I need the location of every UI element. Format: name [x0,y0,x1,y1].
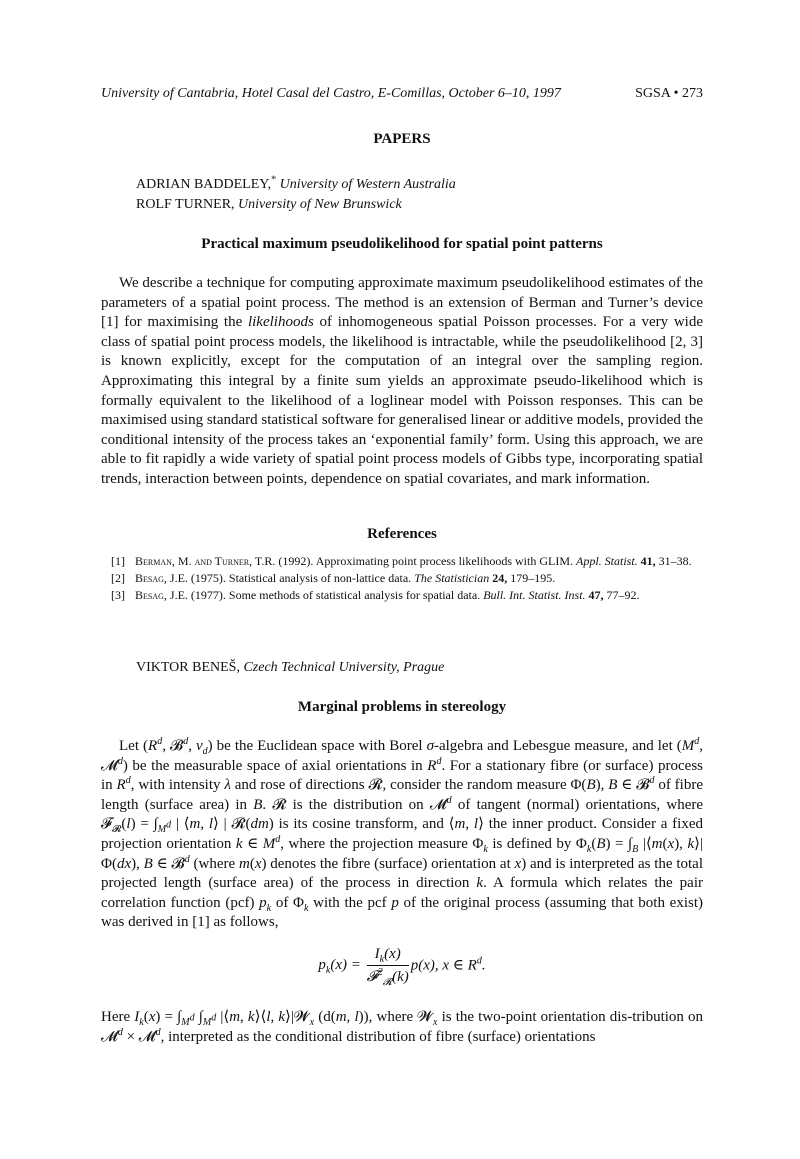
paper1-abstract [101,274,703,490]
author-name: VIKTOR BENEŠ, [136,660,240,675]
abstract-text: of inhomogeneous spatial Poisson processes. For a very wide class of spatial point process models, the likelihood is intractable, while the pseudolikelihood [2, 3] is known explicitly, except for the computation of an integral over the sampling region. Approximating this integral by a finite sum yields an approximate pseudo-likelihood which is formally equivalent to the likelihood of a loglinear model with Poisson responses. This can be maximised using standard statistical software for generalised linear or additive models, provided the conditional intensity of the process takes an ‘exponential family’ form. Using this approach, we are able to fit rapidly a wide variety of spatial point process models of Gibbs type, incorporating spatial trends, interaction between points, dependence on spatial covariates, and mark information. [101,314,704,487]
conference-info: University of Cantabria, Hotel Casal del Castro, E-Comillas, October 6–10, 1997 [101,86,561,101]
paper2-title: Marginal problems in stereology [297,699,507,715]
abstract-emphasis: likelihoods [247,314,314,331]
author-name: ADRIAN BADDELEY, [136,177,272,192]
continuation-text: tribution on [632,1009,704,1025]
reference-volume: 24, [492,571,508,585]
reference-authors: Berman, M. and Turner, T.R. [135,554,276,568]
reference-journal: Appl. Statist. [576,554,638,568]
paper2-authors [136,658,444,678]
author-line [136,658,444,678]
paper2-continuation: Here $I_k(x) = \int_{M^d}$ $\int_{M^d}$ |⟨m, k⟩⟨l, k⟩|𝓦$_x$ (d(m, l)), where 𝓦$_x$ is the two-point orientation dis-tribution on 𝓜$^d$ × 𝓜$^d$, interpreted as the conditional distribution of fibre (surface) orientations [101,1009,704,1045]
author-line [136,195,456,215]
reference-item [101,570,703,586]
reference-volume: 47, [588,588,604,602]
running-header [101,86,703,102]
reference-number: [2] [111,571,125,585]
reference-journal: Bull. Int. Statist. Inst. [483,588,586,602]
reference-list [101,553,703,604]
paper2-body: Let ($R^d$, 𝓑$^d$, $\nu_d$) be the Euclidean space with Borel σ-algebra and Lebesgue measure, and let ($M^d$, 𝓜$^d$) be the measurable space of axial orientations in $R^d$. For a stationary fibre (or surface) process in $R^d$, with intensity λ and rose of directions 𝓡, consider the random measure Φ(B), B ∈ 𝓑$^d$ of fibre length (surface area) in B. 𝓡 is the distribution on 𝓜$^d$ of tangent (normal) orientations, where 𝓕$_𝓡$(l) = $\int_{M^d}$ | ⟨m, l⟩ | 𝓡(dm) is its cosine transform, and ⟨m, l⟩ the inner product. Consider a fixed projection orientation k ∈ $M^d$, where the projection measure $\Phi_k$ is defined by $\Phi_k(B) = \int_B$ |⟨m(x), k⟩|Φ(dx), B ∈ 𝓑$^d$ (where m(x) denotes the fibre (surface) orientation at x) and is interpreted as the total projected length (surface area) of the process in direction k. A formula which relates the pair correlation function (pcf) $p_k$ of $\Phi_k$ with the pcf p of the original process (assuming that both exist) was derived in [1] as follows, [101,736,704,931]
page-label: SGSA • 273 [635,86,703,101]
page-number: 273 [682,86,703,101]
footnote-mark: * [271,174,277,186]
reference-authors: Besag, J.E. [135,588,188,602]
formula-fraction: $\frac{I_k(x)}{𝓕^2_𝓡(k)}$ [366,946,409,988]
reference-volume: 41, [640,554,656,568]
reference-journal: The Statistician [414,571,490,585]
continuation-tail: , interpreted as the conditional distribution of fibre (surface) orientations [160,1028,596,1045]
author-affiliation: University of Western Australia [279,177,456,192]
reference-text: (1992). Approximating point process likelihoods with GLIM. [275,554,576,568]
pcf-formula: $p_k(x)$ = $\frac{I_k(x)}{𝓕^2_𝓡(k)}$ p(x), x ∈ $R^d$. [318,946,486,988]
author-affiliation: University of New Brunswick [238,197,402,212]
reference-text: (1977). Some methods of statistical analysis for spatial data. [187,588,484,602]
reference-item [101,553,703,569]
paper1-title: Practical maximum pseudolikelihood for spatial point patterns [201,236,603,252]
references-title: References [367,526,437,542]
journal-name: SGSA [635,86,671,101]
section-title: PAPERS [373,131,431,147]
continuation-prefix: Here [101,1009,131,1025]
paper1-authors [136,175,456,215]
reference-text: (1975). Statistical analysis of non-lattice data. [187,571,415,585]
author-affiliation: Czech Technical University, Prague [243,660,445,675]
reference-number: [1] [111,554,125,568]
formula-tail: , x ∈ R [434,957,477,974]
reference-item [101,587,703,603]
reference-pages: 77–92. [603,588,640,602]
abstract-text: We describe a technique for computing approximate maximum pseudolikelihood estimates of the parameters of a spatial point process. The method is an extension of Berman and Turner’s device [1] for maximising the [101,275,703,331]
author-name: ROLF TURNER, [136,197,235,212]
reference-number: [3] [111,588,125,602]
reference-authors: Besag, J.E. [135,571,188,585]
author-line [136,175,456,195]
reference-pages: 31–38. [655,554,692,568]
reference-pages: 179–195. [507,571,556,585]
